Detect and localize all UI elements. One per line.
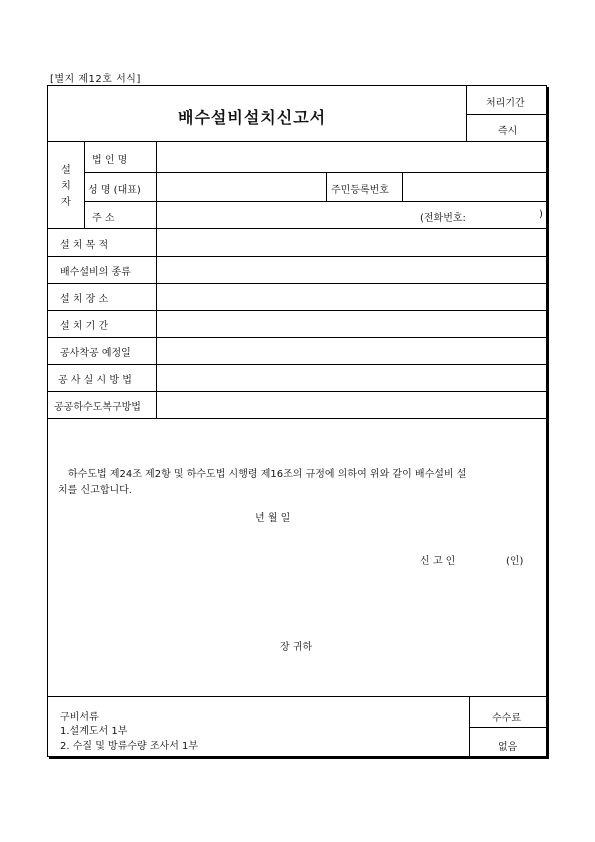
document-item: 1.설계도서 1부	[60, 726, 128, 737]
recipient-label: 장 귀하	[280, 642, 313, 653]
address-label: 주 소	[92, 213, 115, 224]
fee-value: 없음	[498, 742, 518, 753]
form-number-label: [별지 제12호 서식]	[50, 74, 141, 85]
document-item: 2. 수질 및 방류수량 조사서 1부	[60, 741, 199, 752]
phone-label: (전화번호:	[420, 213, 466, 224]
resident-no-label: 주민등록번호	[331, 185, 389, 196]
statement-line1: 하수도법 제24조 제2항 및 하수도법 시행령 제16조의 규정에 의하여 위와 같이 배수설비 설	[68, 469, 467, 480]
processing-period-label: 처리기간	[486, 98, 525, 109]
reporter-label: 신 고 인	[420, 556, 456, 567]
seal-mark: (인)	[506, 556, 524, 567]
corp-name-label: 법 인 명	[92, 155, 128, 166]
form-frame	[47, 85, 547, 757]
row-period-label: 설 치 기 간	[60, 321, 109, 332]
row-type-label: 배수설비의 종류	[60, 267, 131, 278]
processing-period-value: 즉시	[498, 126, 518, 137]
phone-close: )	[539, 209, 543, 220]
row-method-label: 공 사 실 시 방 법	[58, 375, 132, 386]
row-location-label: 설 치 장 소	[60, 294, 109, 305]
row-purpose-label: 설 치 목 적	[60, 240, 109, 251]
documents-label: 구비서류	[60, 712, 99, 723]
fee-label: 수수료	[492, 713, 521, 724]
name-label: 성 명 (대표)	[88, 185, 141, 196]
form-title: 배수설비설치신고서	[178, 108, 327, 127]
date-line: 년 월 일	[255, 513, 291, 524]
statement-line2: 치를 신고합니다.	[58, 485, 132, 496]
row-restoration-label: 공공하수도복구방법	[54, 402, 141, 413]
installer-label: 설치자	[61, 165, 71, 208]
row-start-date-label: 공사착공 예정일	[60, 348, 131, 359]
